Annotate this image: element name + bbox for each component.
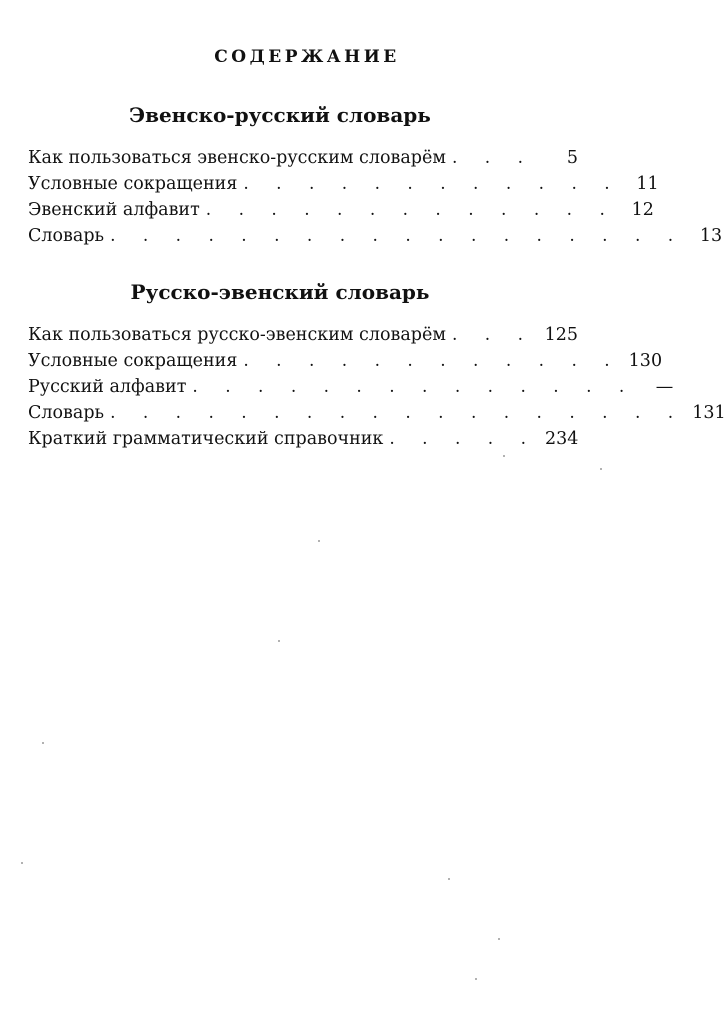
toc-entry-label: Условные сокращения — [28, 351, 238, 371]
toc-entry-page: — — [655, 377, 674, 397]
section-heading-russian-even: Русско-эвенский словарь — [130, 280, 430, 304]
toc-leader-dots: . . . — [451, 148, 534, 168]
scan-speck — [503, 455, 505, 457]
toc-entry-label: Как пользоваться эвенско-русским словарём — [28, 148, 446, 168]
toc-entry-label: Русский алфавит — [28, 377, 187, 397]
toc-entry — [28, 197, 654, 223]
toc-entry-page: 11 — [636, 174, 659, 194]
scan-speck — [278, 640, 280, 642]
toc-leader-dots: . . . . . . . . . . . . . . . . . . — [110, 226, 685, 246]
toc-entry-page: 234 — [545, 429, 579, 449]
scan-speck — [600, 468, 602, 470]
toc-leader-dots: . . . . . . . . . . . . . — [205, 200, 616, 220]
scan-speck — [42, 742, 44, 744]
toc-entry-page: 125 — [544, 325, 578, 345]
toc-entry — [28, 374, 674, 400]
toc-entry-label: Словарь — [28, 226, 105, 246]
toc-entry-label: Как пользоваться русско-эвенским словарём — [28, 325, 446, 345]
toc-entry — [28, 426, 578, 452]
toc-entry-page: 12 — [631, 200, 654, 220]
scan-speck — [318, 540, 320, 542]
toc-entry-label: Краткий грамматический справочник — [28, 429, 384, 449]
toc-entry — [28, 145, 578, 171]
toc-entry — [28, 171, 659, 197]
toc-entry — [28, 348, 663, 374]
toc-leader-dots: . . . . . . . . . . . . . . — [192, 377, 636, 397]
toc-leader-dots: . . . . . . . . . . . . — [243, 351, 621, 371]
toc-entry-label: Словарь — [28, 403, 105, 423]
toc-list-russian-even — [28, 322, 726, 452]
toc-entry-page: 131 — [692, 403, 726, 423]
toc-entry-page: 130 — [628, 351, 663, 371]
scan-speck — [448, 878, 450, 880]
scan-speck — [475, 978, 477, 980]
toc-entry — [28, 223, 723, 249]
section-heading-even-russian: Эвенско-русский словарь — [129, 103, 431, 127]
toc-entry-label: Эвенский алфавит — [28, 200, 200, 220]
page-title: СОДЕРЖАНИЕ — [214, 47, 400, 67]
toc-entry — [28, 400, 726, 426]
scan-speck — [498, 938, 500, 940]
toc-list-even-russian — [28, 145, 723, 249]
toc-leader-dots: . . . — [451, 325, 534, 345]
toc-entry-page: 5 — [566, 148, 578, 168]
toc-entry-label: Условные сокращения — [28, 174, 238, 194]
toc-leader-dots: . . . . . — [389, 429, 538, 449]
toc-leader-dots: . . . . . . . . . . . . . . . . . . — [110, 403, 685, 423]
toc-leader-dots: . . . . . . . . . . . . — [243, 174, 621, 194]
toc-entry — [28, 322, 578, 348]
scan-speck — [21, 862, 23, 864]
toc-entry-page: 13 — [699, 226, 723, 246]
